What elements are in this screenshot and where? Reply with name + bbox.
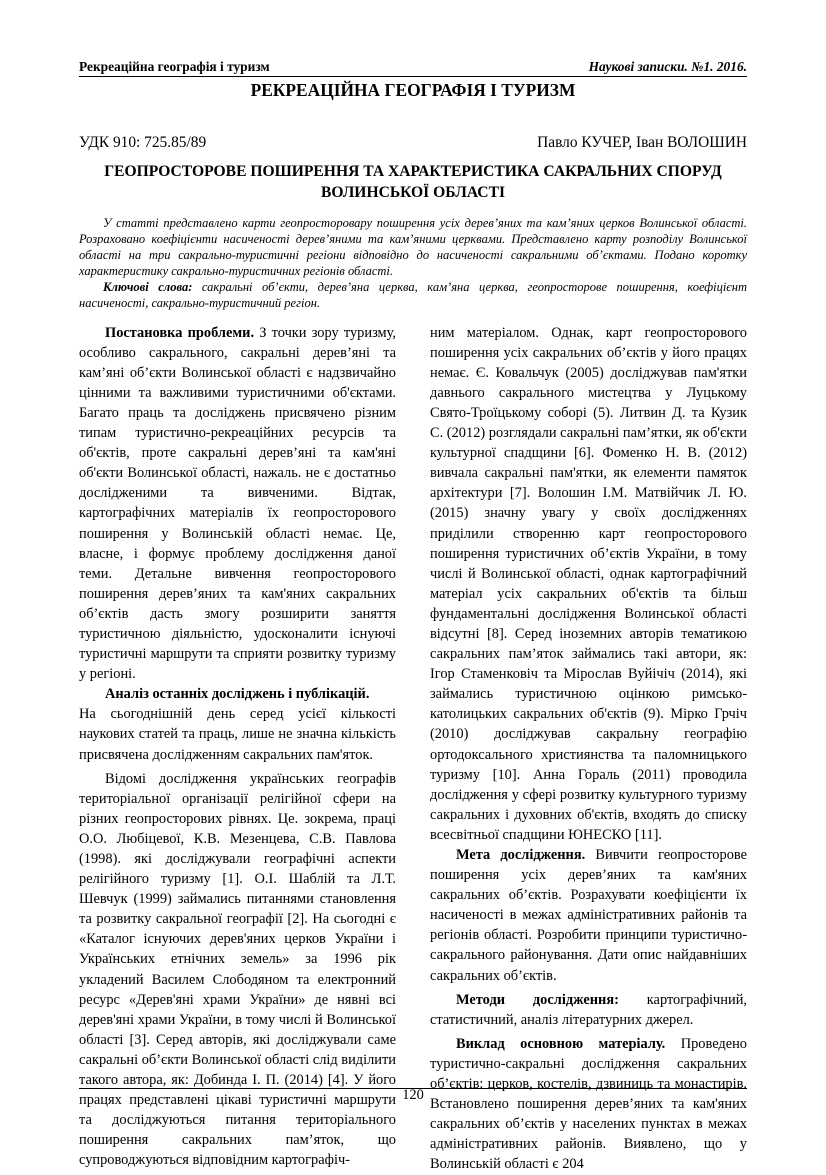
keywords (79, 279, 747, 311)
udk-code: УДК 910: 725.85/89 (79, 134, 207, 151)
heading-goal: Мета дослідження. (456, 847, 586, 863)
paragraph-methods (430, 990, 747, 1030)
heading-analysis: Аналіз останніх досліджень і публікацій. (105, 686, 370, 703)
text-problem: З точки зору туризму, особливо сакрального, сакральні дерев’яні та кам’яні об’єкти Волинської області є надзвичайно цінними та важливими туристичними об'єктами. Багато праць та досліджень присвячено різним типам туристично-рекреаційних ресурсів та об'єктів, проте сакральні дерев’яні та кам'яні об'єкти Волинської області, нажаль. не є достатньо дослідженими та вивченими. Відтак, картографічних матеріалів їх геопросторового поширення у Волинській області немає. Це, власне, і формує проблему дослідження даної теми. Детальне вивчення геопросторового поширення дерев’яних та кам'яних сакральних об’єктів дасть змогу розширити заняття туристичною діяльністю, удосконалити існуючі туристичні маршрути та сприяти розвитку туризму у регіоні. (79, 324, 397, 683)
article-meta (79, 133, 747, 153)
header-journal-issue: Наукові записки. №1. 2016. (588, 59, 747, 74)
keywords-list: сакральні об’єкти, дерев’яна церква, кам’яна церква, геопросторове поширення, коефіцієнт насиченості, сакрально-туристичний регіон. (79, 280, 747, 311)
article-title: ГЕОПРОСТОРОВЕ ПОШИРЕННЯ ТА ХАРАКТЕРИСТИКА САКРАЛЬНИХ СПОРУД ВОЛИНСЬКОЇ ОБЛАСТІ (104, 163, 722, 201)
text-main-material: Проведено туристично-сакральні дослідження сакральних об’єктів: церков, костелів, дзвиниць та монастирів. Встановлено поширення дерев’яних та кам'яних сакральних об’єктів у населених пунктах в межах адміністративних районів. Виявлено, що у Волинській області є 204 (430, 1035, 747, 1173)
paragraph-known-research: Відомі дослідження українських географів територіальної організації релігійної сфери на різних геопросторових рівнях. Це. зокрема, праці О.О. Любіцевої, К.В. Мезенцева, С.В. Павлова (1998). які досліджували географічні аспекти релігійного туризму [1]. О.І. Шаблій та Л.Т. Шевчук (1999) займались питаннями становлення та розвитку сакральної географії [2]. На сьогодні є «Каталог існуючих дерев'яних церков України і Українських етнічних земель» за 1996 рік укладений Василем Слободяном та електронний ресурс «Дерев'яні храми України» де нявні всі дерев'яні храми України, в тому числі й Волинської області [3]. Серед авторів, які досліджували саме сакральні об’єкти Волинської області слід виділити такого автора, як: Добинда І. П. (2014) [4]. У його працях представлені цікаві туристичні маршрути та досліджуються питання територіального поширення сакральних пам’яток, що супроводжуються відповідним картографіч- (79, 770, 396, 1169)
journal-page (79, 58, 747, 1175)
abstract-text: У статті представлено карти геопросторовару поширення усіх дерев’яних та кам’яних церков Волинської області. Розраховано коефіцієнти насиченості дерев’яними та кам’яними церквами. Представлено карту розподілу Волинської області на три сакрально-туристичні регіони відповідно до насиченості сакральними об’єктами. Подано коротку характеристику сакрально-туристичних регіонів області. (79, 216, 747, 279)
paragraph-problem (79, 323, 396, 685)
paragraph-main-material (430, 1034, 747, 1175)
text-methods: картографічний, статистичний, аналіз літературних джерел. (430, 991, 747, 1028)
heading-methods: Методи дослідження: (456, 991, 619, 1008)
heading-problem: Постановка проблеми. (105, 324, 255, 341)
page-number: 120 (402, 1087, 424, 1103)
heading-main-material: Виклад основною матеріалу. (456, 1035, 666, 1052)
header-section-name: Рекреаційна географія і туризм (79, 59, 270, 74)
running-header (79, 58, 747, 77)
paragraph-continuation: ним матеріалом. Однак, карт геопросторового поширення усіх сакральних об’єктів у його працях немає. Є. Ковальчук (2005) досліджував пам'ятки давнього сакрального мистецтва у Луцькому Свято-Троїцькому соборі (5). Литвин Д. та Кузик С. (2012) розглядали сакральні пам’ятки, як об'єкти культурної спадщини [6]. Фоменко Н. В. (2012) вивчала сакральні пам'ятки, як елементи памяток архітектури [7]. Волошин І.М. Матвійчик Л. Ю. (2015) значну увагу у своїх дослідженнях приділили створенню карт геопросторового поширення туристичних об’єктів України, в тому числі й Волинської області, однак картографічний матеріал усіх сакральних об'єктів та більш фундаментальні дослідження Волинської області відсутні [8]. Серед іноземних авторів тематикою сакральних пам’яток займались такі автори, як: Ігор Стаменковіч та Мірослав Вуйічіч (2014), які займались туристичною оцінкою римсько-католицьких сакральних об'єктів (9). Мірко Грчіч (2010) досліджував сакральну географію ортодоксального християнства та паломницького туризму [10]. Анна Гораль (2011) проводила дослідження у сфері розвитку культурного туризму сакральних і духовних об'єктів, входять до списку всесвітньої спадщини ЮНЕСКО [11]. (430, 324, 747, 843)
abstract (79, 215, 747, 312)
authors: Павло КУЧЕР, Іван ВОЛОШИН (537, 134, 747, 151)
text-analysis: На сьогоднішній день серед усієї кількості наукових статей та праць, лише не значна кількість присвячена дослідженням сакральних пам'яток. (79, 706, 396, 763)
section-title: РЕКРЕАЦІЙНА ГЕОГРАФІЯ І ТУРИЗМ (250, 80, 576, 100)
text-goal: Вивчити геопросторове поширення усіх дерев’яних та кам'яних сакральних об’єктів. Розрахувати коефіцієнти їх насиченості в межах адміністративних районів та регіонів області. Розробити принципи туристично-сакрального районування. Дати опис найдавніших сакральних об’єктів. (430, 847, 747, 984)
right-column (430, 323, 747, 1175)
paragraph-analysis (79, 684, 396, 704)
keywords-label: Ключові слова: (103, 280, 193, 295)
body-columns (79, 323, 747, 1175)
left-column (79, 323, 396, 1175)
paragraph-goal (430, 845, 747, 986)
